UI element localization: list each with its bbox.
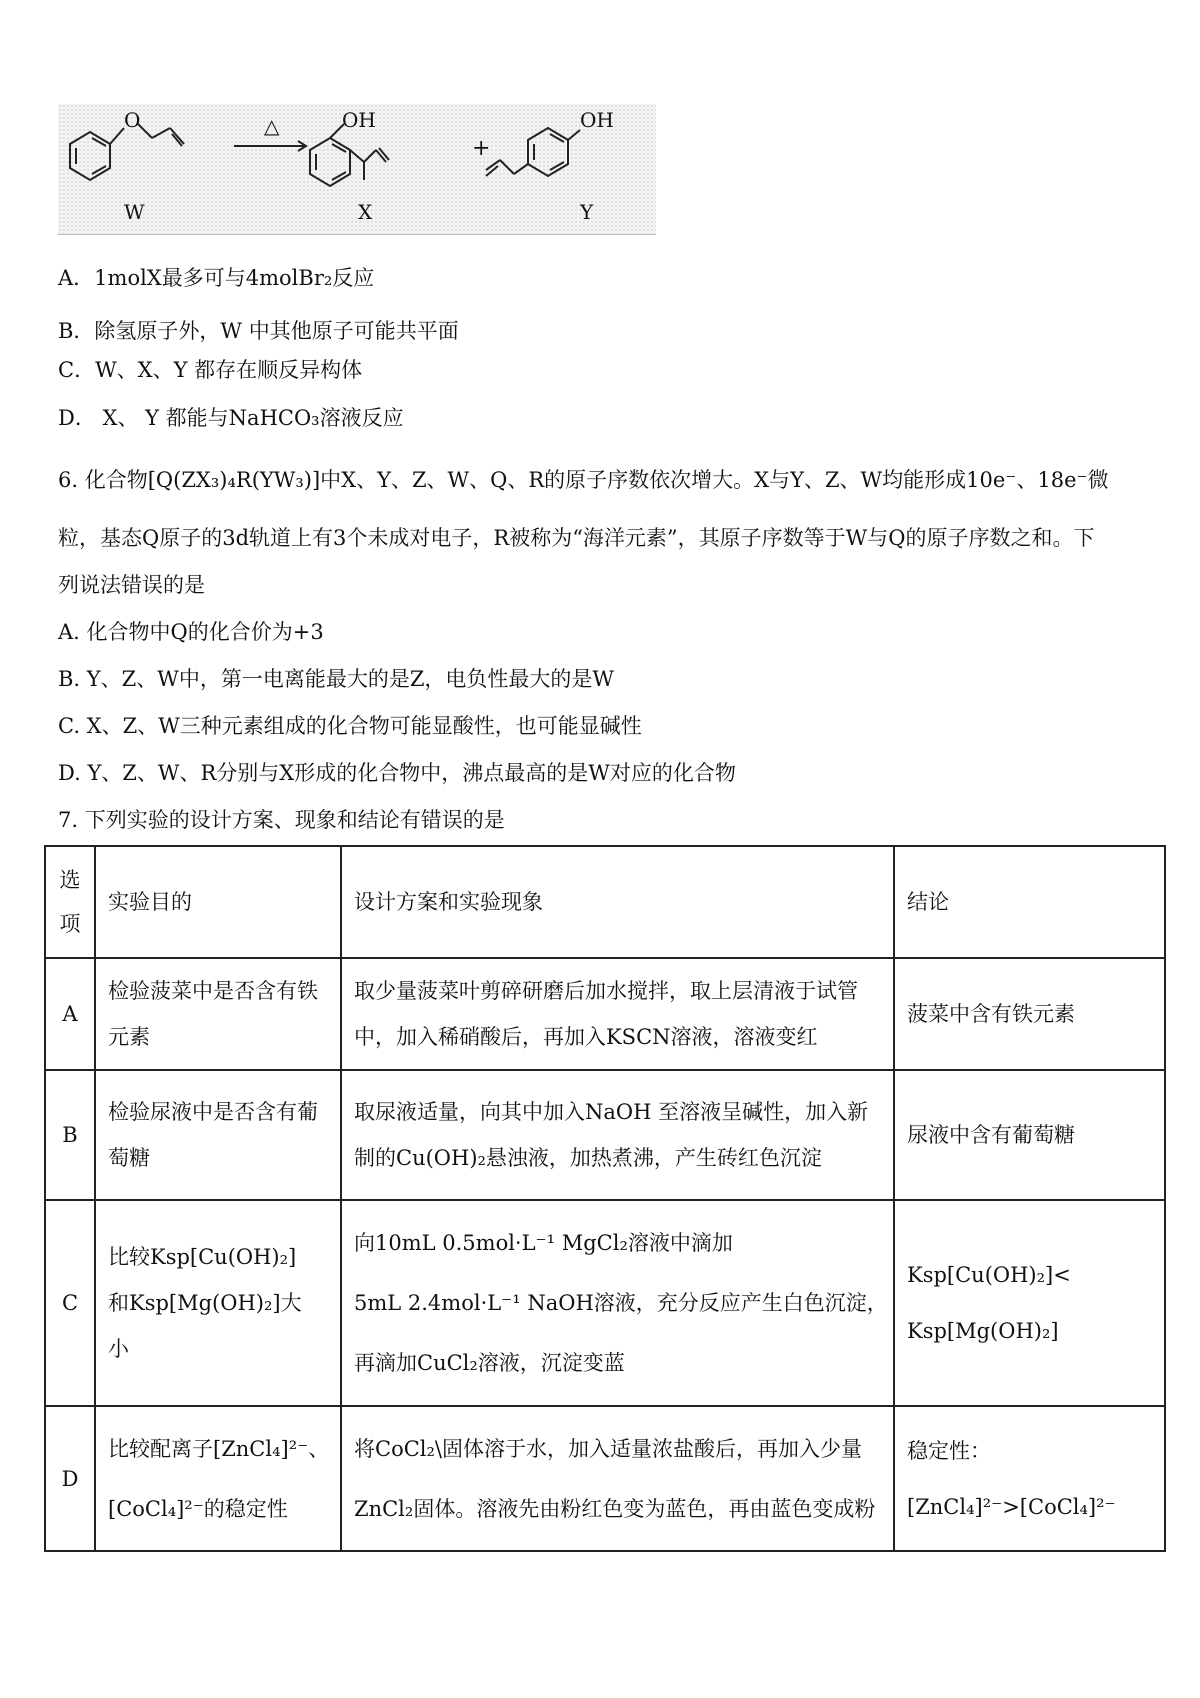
q5-option-a: A．1molX最多可与4molBr₂反应 <box>58 266 375 290</box>
header-purpose: 实验目的 <box>95 846 341 958</box>
row-option: A <box>45 958 95 1070</box>
q7-stem: 7. 下列实验的设计方案、现象和结论有错误的是 <box>58 808 505 832</box>
table-row <box>45 1070 1165 1200</box>
q6-option-d: D. Y、Z、W、R分别与X形成的化合物中，沸点最高的是W对应的化合物 <box>58 761 736 785</box>
q6-option-b: B. Y、Z、W中，第一电离能最大的是Z，电负性最大的是W <box>58 667 614 691</box>
table-row <box>45 1200 1165 1406</box>
row-conclusion: 菠菜中含有铁元素 <box>894 958 1165 1070</box>
plus-sign: + <box>472 136 491 161</box>
q5-option-c: C．W、X、Y 都存在顺反异构体 <box>58 358 363 382</box>
q6-stem-line-1: 6. 化合物[Q(ZX₃)₄R(YW₃)]中X、Y、Z、W、Q、R的原子序数依次增大。X与Y、Z、W均能形成10e⁻、18e⁻微 <box>58 468 1109 492</box>
y-label: Y <box>580 200 594 224</box>
table-row <box>45 958 1165 1070</box>
row-method: 取尿液适量，向其中加入NaOH 至溶液呈碱性，加入新 制的Cu(OH)₂悬浊液，加热煮沸，产生砖红色沉淀 <box>341 1070 894 1200</box>
q6-stem-line-2: 粒，基态Q原子的3d轨道上有3个未成对电子，R被称为“海洋元素”，其原子序数等于W与Q的原子序数之和。下 <box>58 526 1095 550</box>
q6-option-a: A. 化合物中Q的化合价为+3 <box>58 620 324 644</box>
table-row <box>45 1406 1165 1551</box>
row-method: 将CoCl₂\固体溶于水，加入适量浓盐酸后，再加入少量 ZnCl₂固体。溶液先由粉红色变为蓝色，再由蓝色变成粉 <box>341 1406 894 1551</box>
row-option: D <box>45 1406 95 1551</box>
row-conclusion: 尿液中含有葡萄糖 <box>894 1070 1165 1200</box>
row-purpose: 检验菠菜中是否含有铁 元素 <box>95 958 341 1070</box>
w-label: W <box>124 200 145 224</box>
row-conclusion: Ksp[Cu(OH)₂]< Ksp[Mg(OH)₂] <box>894 1200 1165 1406</box>
y-oh-label: OH <box>580 108 614 132</box>
table-header-row <box>45 846 1165 958</box>
row-option: C <box>45 1200 95 1406</box>
q6-stem-line-3: 列说法错误的是 <box>58 573 205 597</box>
w-oxygen-label: O <box>124 108 141 132</box>
row-purpose: 检验尿液中是否含有葡 萄糖 <box>95 1070 341 1200</box>
header-method: 设计方案和实验现象 <box>341 846 894 958</box>
reaction-scheme <box>58 104 656 235</box>
header-option: 选 项 <box>45 846 95 958</box>
q5-option-d: D． X、 Y 都能与NaHCO₃溶液反应 <box>58 406 404 430</box>
q6-option-c: C. X、Z、W三种元素组成的化合物可能显酸性，也可能显碱性 <box>58 714 642 738</box>
row-option: B <box>45 1070 95 1200</box>
row-method: 向10mL 0.5mol·L⁻¹ MgCl₂溶液中滴加 5mL 2.4mol·L⁻¹ NaOH溶液，充分反应产生白色沉淀， 再滴加CuCl₂溶液，沉淀变蓝 <box>341 1200 894 1406</box>
x-oh-label: OH <box>342 108 376 132</box>
q5-option-b: B．除氢原子外，W 中其他原子可能共平面 <box>58 319 459 343</box>
header-conclusion: 结论 <box>894 846 1165 958</box>
row-purpose: 比较配离子[ZnCl₄]²⁻、 [CoCl₄]²⁻的稳定性 <box>95 1406 341 1551</box>
heat-symbol: △ <box>264 114 280 138</box>
row-method: 取少量菠菜叶剪碎研磨后加水搅拌，取上层清液于试管 中，加入稀硝酸后，再加入KSCN溶液，溶液变红 <box>341 958 894 1070</box>
x-label: X <box>358 200 373 224</box>
row-conclusion: 稳定性： [ZnCl₄]²⁻>[CoCl₄]²⁻ <box>894 1406 1165 1551</box>
experiment-table <box>44 845 1166 1552</box>
row-purpose: 比较Ksp[Cu(OH)₂] 和Ksp[Mg(OH)₂]大 小 <box>95 1200 341 1406</box>
